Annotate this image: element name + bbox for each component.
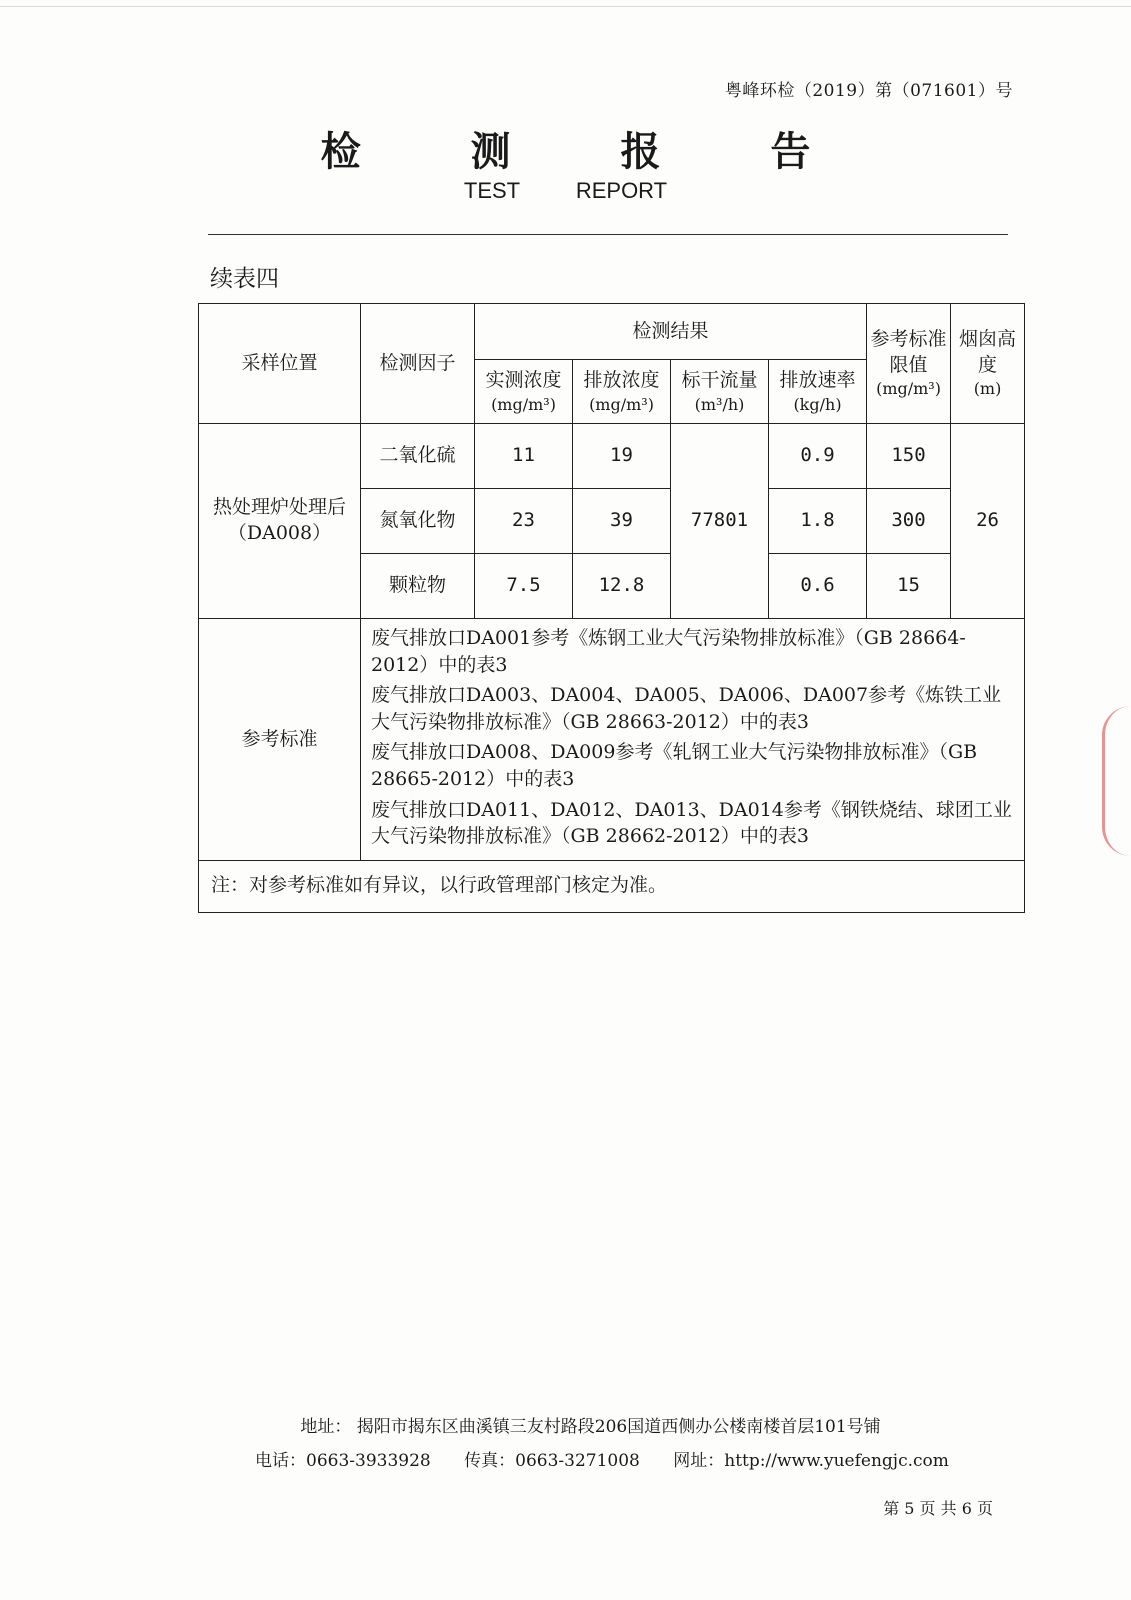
footer-address: 地址： 揭阳市揭东区曲溪镇三友村路段206国道西侧办公楼南楼首层101号铺 <box>300 1417 881 1437</box>
reference-item: 废气排放口DA008、DA009参考《轧钢工业大气污染物排放标准》（GB 28665-2012）中的表3 <box>371 741 978 790</box>
page-top-edge <box>0 6 1131 7</box>
reference-label: 参考标准 <box>199 619 361 861</box>
header-limit-label: 参考标准限值 <box>870 328 947 376</box>
limit-cell: 150 <box>867 424 951 489</box>
emission-cell: 12.8 <box>573 554 671 619</box>
emission-cell: 19 <box>573 424 671 489</box>
header-rate <box>769 360 867 424</box>
header-flow-unit: (m³/h) <box>694 394 745 414</box>
reference-item: 废气排放口DA003、DA004、DA005、DA006、DA007参考《炼铁工业大气污染物排放标准》（GB 28663-2012）中的表3 <box>371 684 1002 733</box>
header-height-unit: (m) <box>973 379 1002 399</box>
header-flow-label: 标干流量 <box>681 368 758 391</box>
header-height-label: 烟囱高度 <box>959 328 1017 376</box>
header-factor: 检测因子 <box>361 304 475 424</box>
measured-cell: 23 <box>475 489 573 554</box>
header-measured <box>475 360 573 424</box>
header-emission-unit: (mg/m³) <box>589 394 654 414</box>
header-height <box>951 304 1025 424</box>
measured-cell: 11 <box>475 424 573 489</box>
header-limit-unit: (mg/m³) <box>876 379 941 399</box>
header-results: 检测结果 <box>475 304 867 360</box>
table-row <box>199 424 1025 489</box>
location-name: 热处理炉处理后 <box>212 496 346 519</box>
report-title: 检 测 报 告 <box>320 128 859 175</box>
factor-cell: 颗粒物 <box>361 554 475 619</box>
results-table <box>198 303 1025 913</box>
header-divider <box>208 234 1008 235</box>
footer-phone: 电话：0663-3933928 <box>255 1451 431 1471</box>
rate-cell: 0.6 <box>769 554 867 619</box>
header-emission-label: 排放浓度 <box>583 368 660 391</box>
flow-cell: 77801 <box>671 424 769 619</box>
reference-item: 废气排放口DA001参考《炼钢工业大气污染物排放标准》（GB 28664-2012）中的表3 <box>371 627 966 676</box>
note-row <box>199 860 1025 912</box>
reference-item: 废气排放口DA011、DA012、DA013、DA014参考《钢铁烧结、球团工业大气污染物排放标准》（GB 28662-2012）中的表3 <box>371 798 1012 848</box>
factor-cell: 二氧化硫 <box>361 424 475 489</box>
height-cell: 26 <box>951 424 1025 619</box>
header-location: 采样位置 <box>199 304 361 424</box>
seal-edge-mark <box>1102 706 1131 856</box>
header-rate-unit: (kg/h) <box>793 394 842 414</box>
limit-cell: 300 <box>867 489 951 554</box>
location-cell <box>199 424 361 619</box>
page-indicator: 第 5 页 共 6 页 <box>883 1499 993 1518</box>
header-emission <box>573 360 671 424</box>
measured-cell: 7.5 <box>475 554 573 619</box>
location-code: （DA008） <box>227 522 332 544</box>
report-number: 粤峰环检（2019）第（071601）号 <box>724 81 1013 101</box>
report-title-en: TEST REPORT <box>463 178 668 203</box>
factor-cell: 氮氧化物 <box>361 489 475 554</box>
header-measured-label: 实测浓度 <box>485 368 562 391</box>
footer-fax: 传真：0663-3271008 <box>464 1451 640 1471</box>
header-flow <box>671 360 769 424</box>
section-label: 续表四 <box>210 266 279 292</box>
header-measured-unit: (mg/m³) <box>491 394 556 414</box>
reference-list <box>361 619 1025 861</box>
header-rate-label: 排放速率 <box>779 368 856 391</box>
note-text: 注：对参考标准如有异议，以行政管理部门核定为准。 <box>199 860 1025 912</box>
rate-cell: 0.9 <box>769 424 867 489</box>
footer-contact <box>255 1446 977 1471</box>
reference-row <box>199 619 1025 861</box>
emission-cell: 39 <box>573 489 671 554</box>
limit-cell: 15 <box>867 554 951 619</box>
rate-cell: 1.8 <box>769 489 867 554</box>
footer-website: 网址：http://www.yuefengjc.com <box>673 1451 949 1471</box>
header-limit <box>867 304 951 424</box>
